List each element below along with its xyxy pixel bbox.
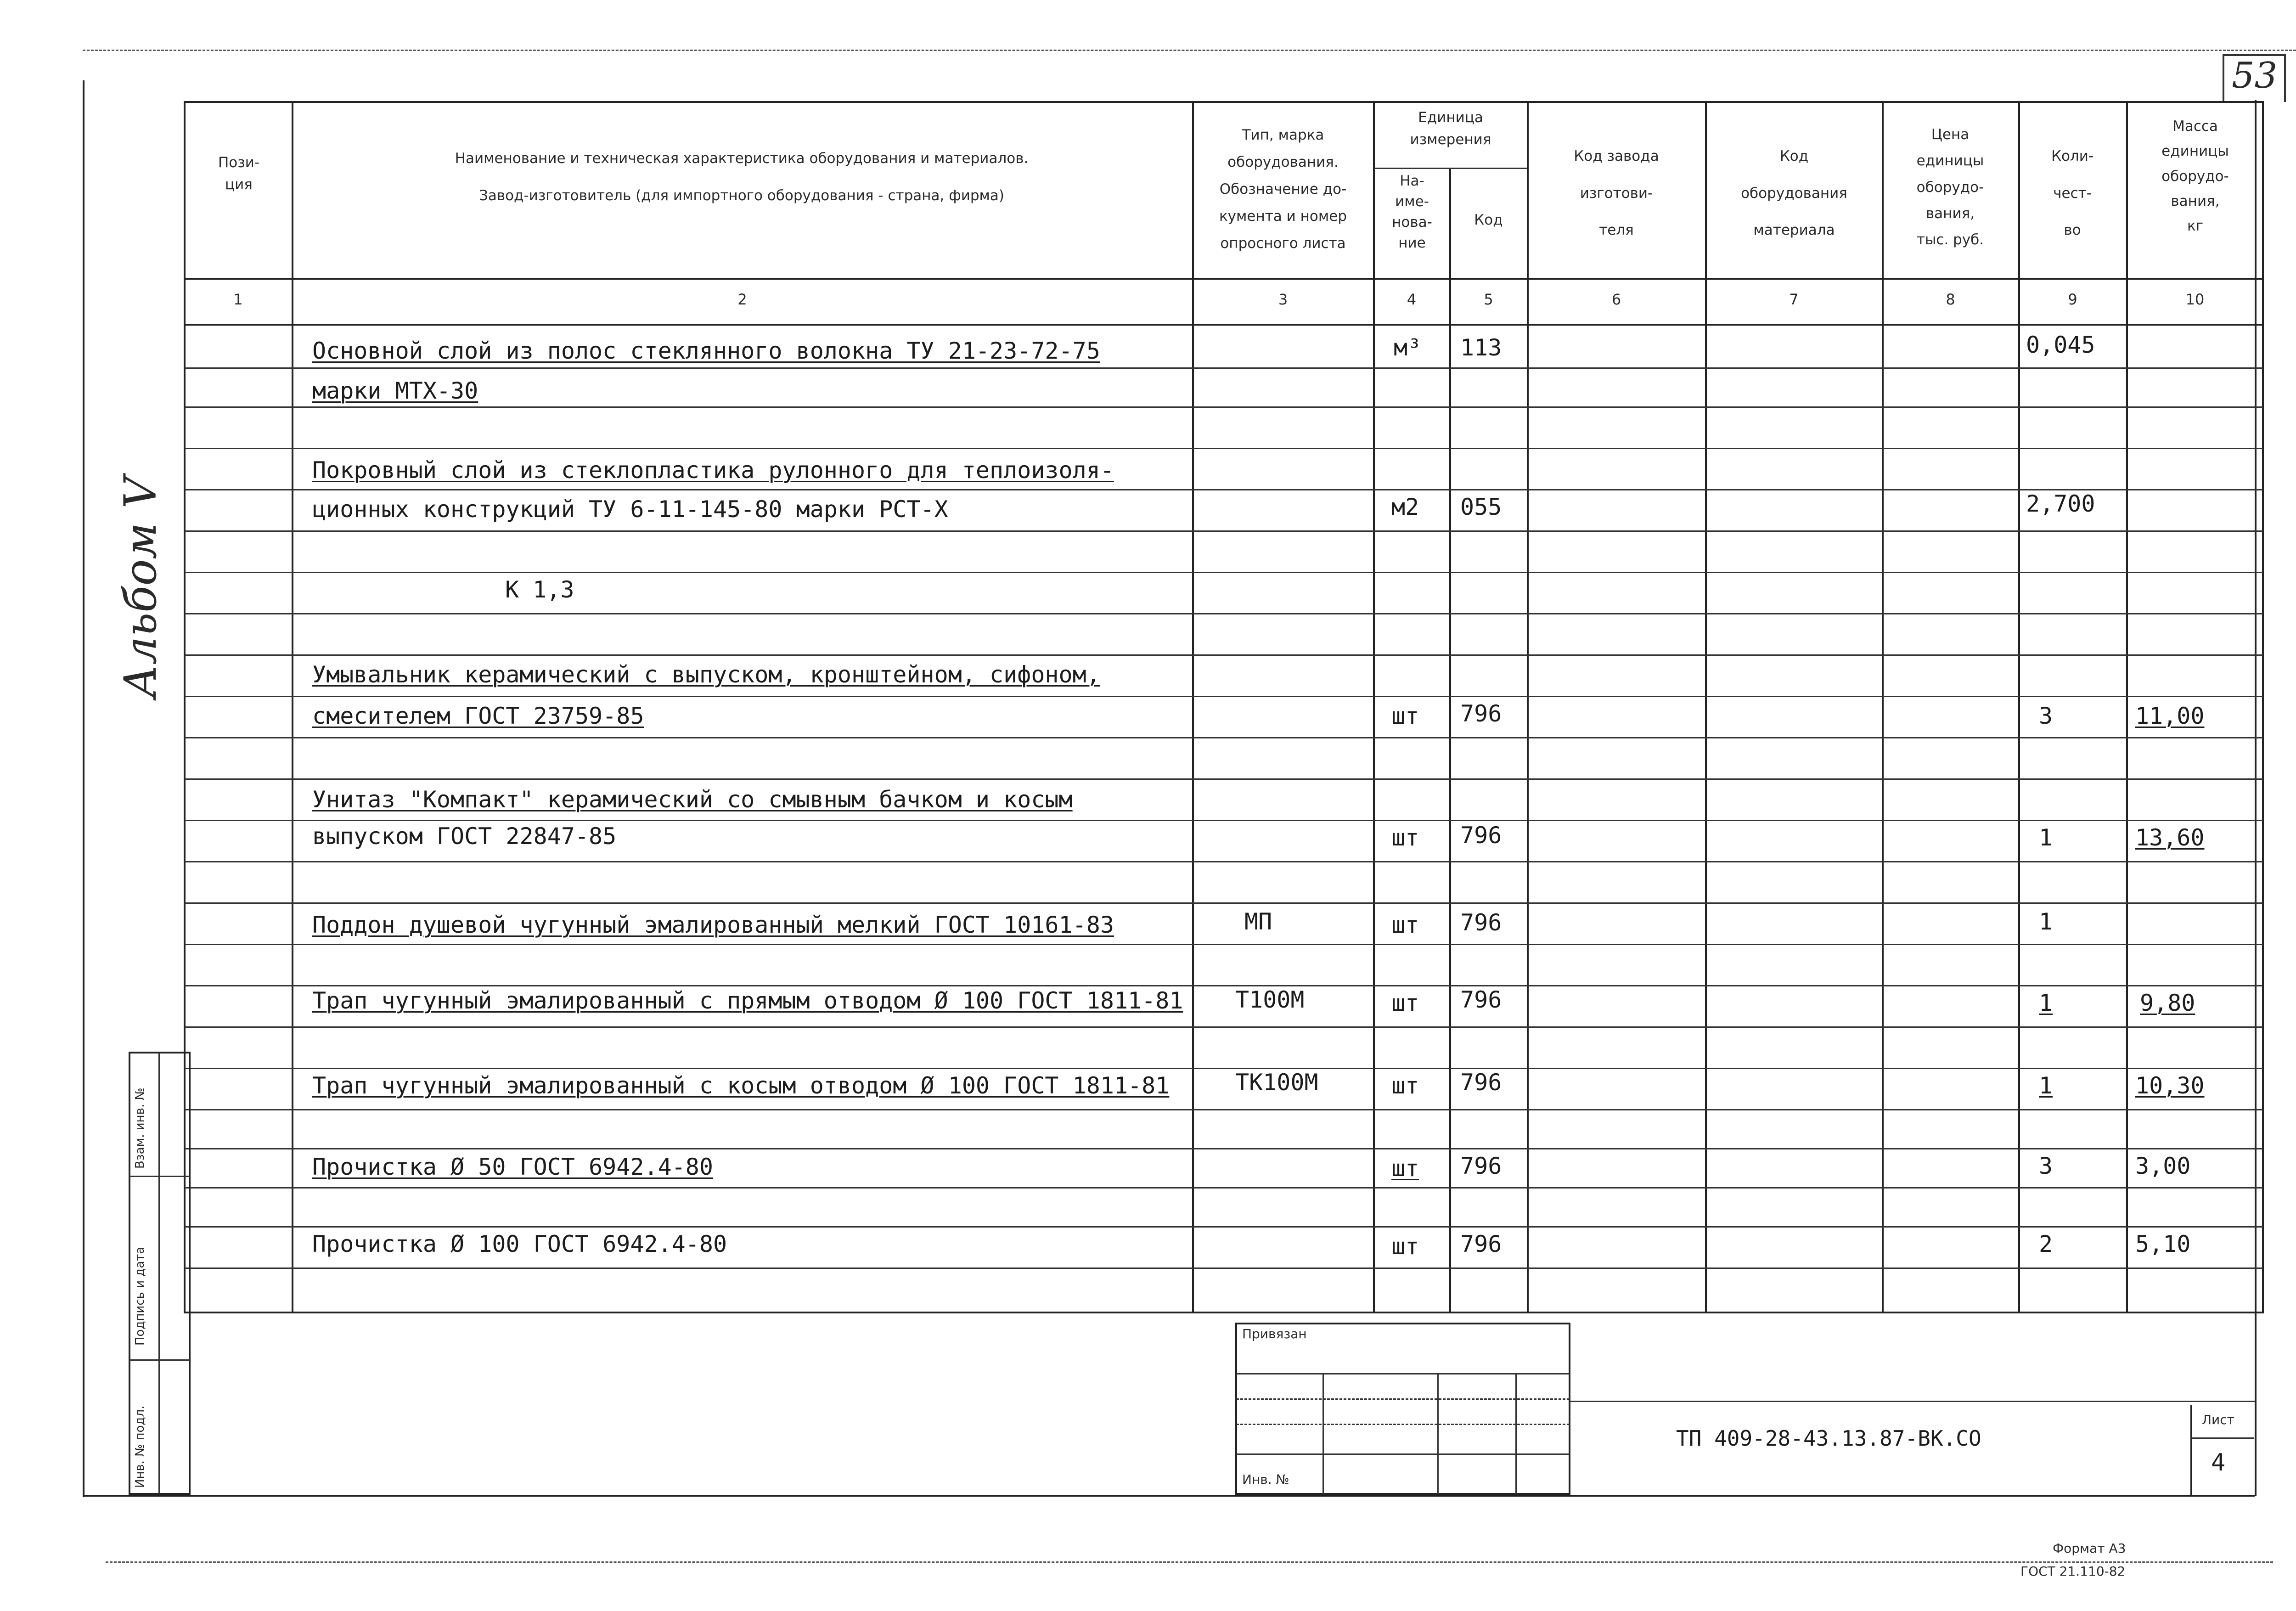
- col-num-8: 8: [1946, 291, 1955, 308]
- row-11-code: 796: [1460, 986, 1502, 1013]
- row-11-name: Трап чугунный эмалированный с прямым отводом Ø 100 ГОСТ 1811-81: [312, 987, 1183, 1014]
- row-7-code: 796: [1460, 700, 1502, 727]
- row-7-qty: 3: [2039, 703, 2053, 729]
- row-12-type: ТК100М: [1235, 1069, 1318, 1096]
- row-11-unit: шт: [1391, 990, 1419, 1016]
- frame-bottom: [83, 1495, 2255, 1497]
- col-num-2: 2: [737, 291, 747, 308]
- col-num-9: 9: [2068, 291, 2077, 308]
- col-header-10: Масса единицы оборудо- вания, кг: [2161, 118, 2229, 234]
- row-13-qty: 3: [2039, 1153, 2053, 1179]
- frame-left: [83, 80, 84, 1497]
- row-1-unit: м³: [1394, 334, 1422, 361]
- row-13-unit: шт: [1391, 1155, 1419, 1182]
- row-9-mass: 13,60: [2135, 824, 2205, 851]
- col-num-7: 7: [1789, 291, 1799, 308]
- col-num-3: 3: [1278, 291, 1288, 308]
- top-trim-line: [83, 50, 2296, 51]
- col-header-9: Коли- чест- во: [2051, 148, 2094, 239]
- col-header-3: Тип, марка оборудования. Обозначение до- кумента и номер опросного листа: [1219, 127, 1347, 252]
- col-num-4: 4: [1407, 291, 1417, 308]
- col-header-2: Наименование и техническая характеристика оборудования и материалов. Завод-изготовитель (для импортного оборудования - страна, фирма): [455, 150, 1029, 204]
- row-7-name: смесителем ГОСТ 23759-85: [312, 703, 644, 729]
- col-header-6: Код завода изготови- теля: [1574, 148, 1659, 239]
- col-num-6: 6: [1611, 291, 1621, 308]
- row-8-name: Унитаз "Компакт" керамический со смывным бачком и косым: [312, 786, 1073, 813]
- row-14-qty: 2: [2039, 1231, 2053, 1257]
- row-4-qty: 2,700: [2026, 490, 2095, 517]
- row-9-unit: шт: [1391, 824, 1419, 851]
- privyazan-label: Привязан: [1242, 1326, 1307, 1341]
- row-14-name: Прочистка Ø 100 ГОСТ 6942.4-80: [312, 1231, 727, 1257]
- row-5-group-heading: К 1,3: [505, 576, 574, 603]
- row-9-code: 796: [1460, 822, 1502, 849]
- col-header-8: Цена единицы оборудо- вания, тыс. руб.: [1916, 126, 1984, 248]
- row-10-qty: 1: [2039, 908, 2053, 935]
- col-num-5: 5: [1484, 291, 1493, 308]
- row-1-code: 113: [1460, 334, 1502, 361]
- row-9-name: выпуском ГОСТ 22847-85: [312, 823, 617, 850]
- inv-no-label: Инв. №: [1242, 1472, 1289, 1487]
- row-1-name: Основной слой из полос стеклянного волокна ТУ 21-23-72-75: [312, 338, 1100, 364]
- row-12-unit: шт: [1391, 1072, 1419, 1099]
- col-num-10: 10: [2185, 291, 2205, 308]
- col-header-7: Код оборудования материала: [1741, 148, 1847, 239]
- row-10-name: Поддон душевой чугунный эмалированный мелкий ГОСТ 10161-83: [312, 912, 1114, 938]
- row-7-unit: шт: [1391, 703, 1419, 729]
- col-header-1: Пози- ция: [218, 154, 260, 193]
- stamp-podpis-data: Подпись и дата: [133, 1246, 147, 1346]
- row-12-name: Трап чугунный эмалированный с косым отводом Ø 100 ГОСТ 1811-81: [312, 1072, 1170, 1099]
- row-14-unit: шт: [1391, 1233, 1419, 1260]
- privyazan-box: [1235, 1323, 1570, 1495]
- unit-group-header: Единица измерения: [1410, 109, 1491, 148]
- row-9-qty: 1: [2039, 824, 2053, 851]
- row-11-qty: 1: [2039, 990, 2053, 1016]
- stamp-inv-podl: Инв. № подл.: [133, 1405, 147, 1488]
- col-header-5: Код: [1474, 212, 1503, 228]
- row-13-name: Прочистка Ø 50 ГОСТ 6942.4-80: [312, 1154, 713, 1180]
- row-12-qty: 1: [2039, 1072, 2053, 1099]
- row-13-mass: 3,00: [2135, 1153, 2191, 1179]
- row-12-code: 796: [1460, 1069, 1502, 1096]
- sheet-number: 4: [2211, 1449, 2226, 1476]
- row-14-code: 796: [1460, 1231, 1502, 1257]
- bottom-trim-line: [106, 1561, 2273, 1563]
- col-header-4: На- име- нова- ние: [1392, 173, 1432, 251]
- col-num-1: 1: [233, 291, 243, 308]
- row-2-name: марки МТХ-30: [312, 377, 478, 404]
- page-number: 53: [2232, 55, 2278, 96]
- row-4-code: 055: [1460, 494, 1502, 520]
- sheet-label: Лист: [2202, 1412, 2234, 1427]
- document-code: ТП 409-28-43.13.87-ВК.СО: [1676, 1426, 1981, 1451]
- row-4-name: ционных конструкций ТУ 6-11-145-80 марки РСТ-Х: [312, 496, 948, 523]
- row-13-code: 796: [1460, 1153, 1502, 1179]
- row-7-mass: 11,00: [2135, 703, 2205, 729]
- row-14-mass: 5,10: [2135, 1231, 2191, 1257]
- row-11-mass: 9,80: [2140, 990, 2195, 1016]
- format-label: Формат А3: [2053, 1541, 2126, 1556]
- row-10-type: МП: [1244, 908, 1272, 935]
- stamp-vzam-inv: Взам. инв. №: [133, 1087, 147, 1169]
- format-gost: ГОСТ 21.110-82: [2020, 1564, 2126, 1579]
- row-1-qty: 0,045: [2026, 332, 2095, 358]
- row-6-name: Умывальник керамический с выпуском, кронштейном, сифоном,: [312, 661, 1100, 688]
- row-10-unit: шт: [1391, 912, 1419, 938]
- side-album-label: Альбом V: [115, 477, 166, 698]
- row-12-mass: 10,30: [2135, 1072, 2205, 1099]
- row-10-code: 796: [1460, 909, 1502, 936]
- row-4-unit: м2: [1391, 494, 1419, 520]
- row-11-type: Т100М: [1235, 986, 1305, 1013]
- row-3-name: Покровный слой из стеклопластика рулонного для теплоизоля-: [312, 457, 1114, 484]
